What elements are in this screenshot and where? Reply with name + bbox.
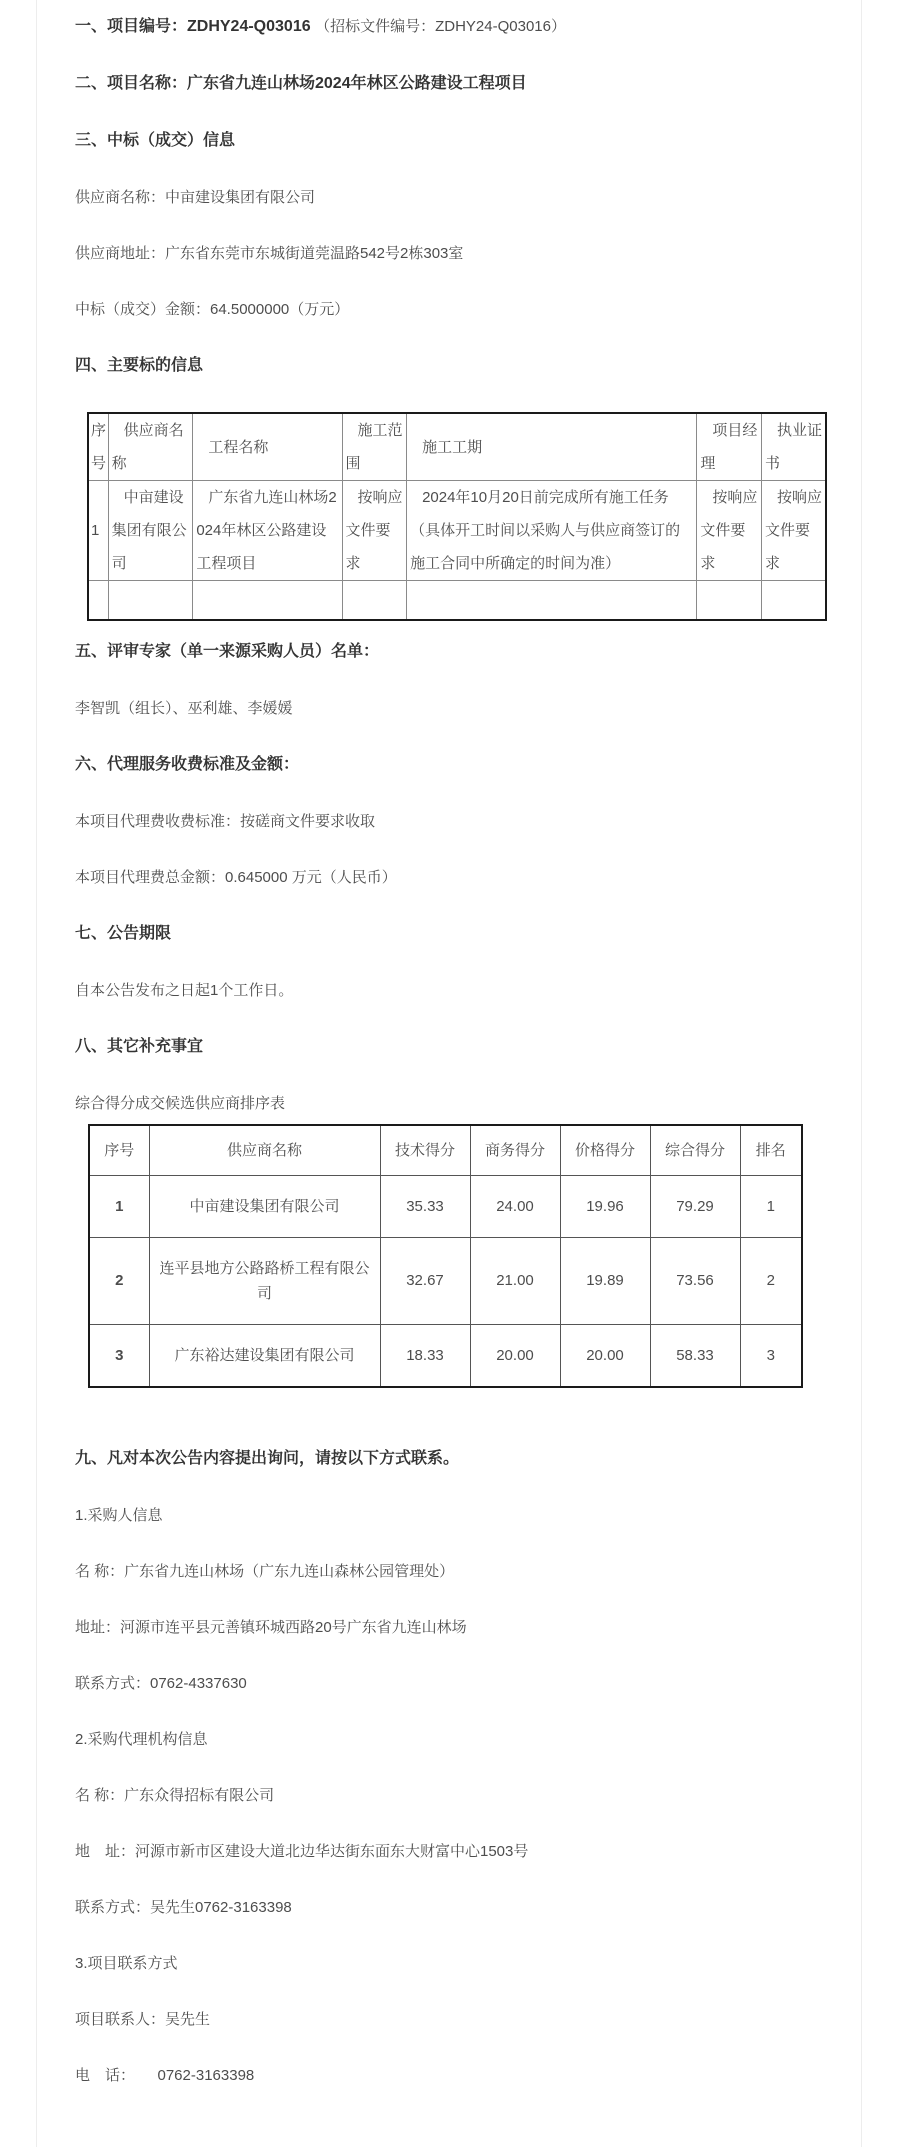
cell-scope: 按响应文件要求 xyxy=(342,481,407,581)
cell-empty xyxy=(108,581,193,620)
purchaser-info-label: 1.采购人信息 xyxy=(75,1506,163,1524)
column-header-tech-score: 技术得分 xyxy=(380,1125,470,1176)
cell-business-score: 24.00 xyxy=(470,1175,560,1237)
cell-seq: 2 xyxy=(89,1237,149,1324)
cell-period: 2024年10月20日前完成所有施工任务（具体开工时间以采购人与供应商签订的施工合同中所确定的时间为准） xyxy=(407,481,697,581)
column-header-manager: 项目经理 xyxy=(697,413,762,481)
cell-rank: 3 xyxy=(740,1324,802,1387)
cell-empty xyxy=(697,581,762,620)
cell-seq: 1 xyxy=(89,1175,149,1237)
announcement-period-line: 自本公告发布之日起1个工作日。 xyxy=(75,981,294,999)
experts-list-line: 李智凯（组长）、巫利雄、李媛媛 xyxy=(75,699,293,717)
column-header-seq: 序号 xyxy=(89,1125,149,1176)
project-number-text: 一、项目编号：ZDHY24-Q03016 xyxy=(75,18,311,35)
cell-tech-score: 18.33 xyxy=(380,1324,470,1387)
agency-contact-line: 联系方式：吴先生0762-3163398 xyxy=(75,1898,292,1916)
agency-fee-total-line: 本项目代理费总金额：0.645000 万元（人民币） xyxy=(75,868,397,886)
column-header-project: 工程名称 xyxy=(193,413,342,481)
column-header-business-score: 商务得分 xyxy=(470,1125,560,1176)
agency-name-line: 名 称：广东众得招标有限公司 xyxy=(75,1786,275,1804)
column-header-supplier: 供应商名称 xyxy=(108,413,193,481)
section-project-number-heading xyxy=(75,16,823,38)
column-header-scope: 施工范围 xyxy=(342,413,407,481)
section-contact-heading: 九、凡对本次公告内容提出询问，请按以下方式联系。 xyxy=(75,1449,460,1467)
main-subject-table-header-row xyxy=(88,413,826,481)
cell-price-score: 20.00 xyxy=(560,1324,650,1387)
section-main-subject-heading: 四、主要标的信息 xyxy=(75,357,204,374)
cell-rank: 2 xyxy=(740,1237,802,1324)
ranking-table-row xyxy=(89,1175,802,1237)
purchaser-address-line: 地址：河源市连平县元善镇环城西路20号广东省九连山林场 xyxy=(75,1618,467,1636)
cell-empty xyxy=(761,581,826,620)
announcement-page xyxy=(36,0,862,2147)
column-header-rank: 排名 xyxy=(740,1125,802,1176)
column-header-period: 施工工期 xyxy=(407,413,697,481)
cell-total-score: 58.33 xyxy=(650,1324,740,1387)
cell-supplier: 连平县地方公路路桥工程有限公司 xyxy=(149,1237,380,1324)
cell-supplier: 中亩建设集团有限公司 xyxy=(108,481,193,581)
cell-rank: 1 xyxy=(740,1175,802,1237)
cell-business-score: 21.00 xyxy=(470,1237,560,1324)
column-header-price-score: 价格得分 xyxy=(560,1125,650,1176)
supplier-address-line: 供应商地址：广东省东莞市东城街道莞温路542号2栋303室 xyxy=(75,245,464,262)
ranking-table-row xyxy=(89,1324,802,1387)
cell-seq: 3 xyxy=(89,1324,149,1387)
cell-license: 按响应文件要求 xyxy=(761,481,826,581)
announcement-content xyxy=(37,16,861,2086)
cell-seq: 1 xyxy=(88,481,108,581)
cell-manager: 按响应文件要求 xyxy=(697,481,762,581)
cell-empty xyxy=(407,581,697,620)
cell-price-score: 19.96 xyxy=(560,1175,650,1237)
column-header-total-score: 综合得分 xyxy=(650,1125,740,1176)
agency-fee-standard-line: 本项目代理费收费标准：按磋商文件要求收取 xyxy=(75,812,376,830)
section-agency-fee-heading: 六、代理服务收费标准及金额： xyxy=(75,755,300,773)
award-amount-line: 中标（成交）金额：64.5000000（万元） xyxy=(75,301,350,318)
agency-address-line: 地 址：河源市新市区建设大道北边华达街东面东大财富中心1503号 xyxy=(75,1842,529,1860)
cell-total-score: 73.56 xyxy=(650,1237,740,1324)
project-contact-label: 3.项目联系方式 xyxy=(75,1954,178,1972)
cell-empty xyxy=(193,581,342,620)
column-header-license: 执业证书 xyxy=(761,413,826,481)
supplier-name-line: 供应商名称：中亩建设集团有限公司 xyxy=(75,189,316,206)
purchaser-name-line: 名 称：广东省九连山林场（广东九连山森林公园管理处） xyxy=(75,1562,455,1580)
column-header-seq: 序号 xyxy=(88,413,108,481)
cell-business-score: 20.00 xyxy=(470,1324,560,1387)
cell-total-score: 79.29 xyxy=(650,1175,740,1237)
cell-empty xyxy=(342,581,407,620)
cell-supplier: 中亩建设集团有限公司 xyxy=(149,1175,380,1237)
cell-project: 广东省九连山林场2024年林区公路建设工程项目 xyxy=(193,481,342,581)
agency-info-label: 2.采购代理机构信息 xyxy=(75,1730,208,1748)
section-award-info-heading: 三、中标（成交）信息 xyxy=(75,132,236,149)
purchaser-contact-line: 联系方式：0762-4337630 xyxy=(75,1674,247,1692)
main-subject-table xyxy=(87,412,827,621)
section-project-name-heading: 二、项目名称：广东省九连山林场2024年林区公路建设工程项目 xyxy=(75,75,527,92)
ranking-table xyxy=(88,1124,803,1388)
project-phone-line: 电 话： 0762-3163398 xyxy=(75,2066,255,2084)
main-subject-table-empty-row xyxy=(88,581,826,620)
cell-tech-score: 35.33 xyxy=(380,1175,470,1237)
project-contact-person-line: 项目联系人：吴先生 xyxy=(75,2010,211,2028)
tender-doc-number-text: （招标文件编号：ZDHY24-Q03016） xyxy=(315,18,566,35)
cell-price-score: 19.89 xyxy=(560,1237,650,1324)
ranking-table-title: 综合得分成交候选供应商排序表 xyxy=(75,1094,286,1112)
section-supplementary-heading: 八、其它补充事宜 xyxy=(75,1037,204,1055)
section-announcement-period-heading: 七、公告期限 xyxy=(75,924,172,942)
cell-supplier: 广东裕达建设集团有限公司 xyxy=(149,1324,380,1387)
cell-empty xyxy=(88,581,108,620)
cell-tech-score: 32.67 xyxy=(380,1237,470,1324)
column-header-supplier: 供应商名称 xyxy=(149,1125,380,1176)
main-subject-table-row xyxy=(88,481,826,581)
section-experts-heading: 五、评审专家（单一来源采购人员）名单： xyxy=(75,642,380,660)
ranking-table-header-row xyxy=(89,1125,802,1176)
ranking-table-row xyxy=(89,1237,802,1324)
